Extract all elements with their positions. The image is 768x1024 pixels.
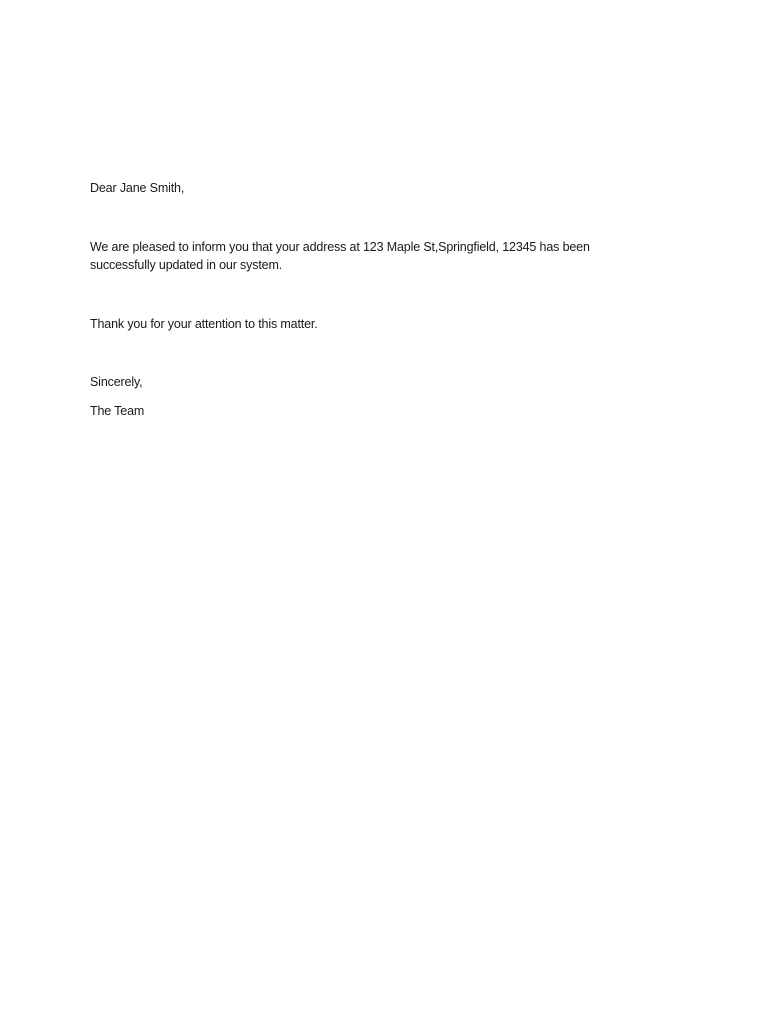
thanks-line: Thank you for your attention to this matter. [90, 317, 318, 331]
signature: The Team [90, 404, 145, 418]
body-line-2: successfully updated in our system. [90, 258, 283, 272]
salutation: Dear Jane Smith, [90, 181, 185, 195]
letter-body [90, 179, 630, 420]
body-line-1: We are pleased to inform you that your address at 123 Maple St,Springfield, 12345 has been [90, 240, 590, 254]
body-paragraph [90, 238, 630, 274]
closing: Sincerely, [90, 375, 143, 389]
